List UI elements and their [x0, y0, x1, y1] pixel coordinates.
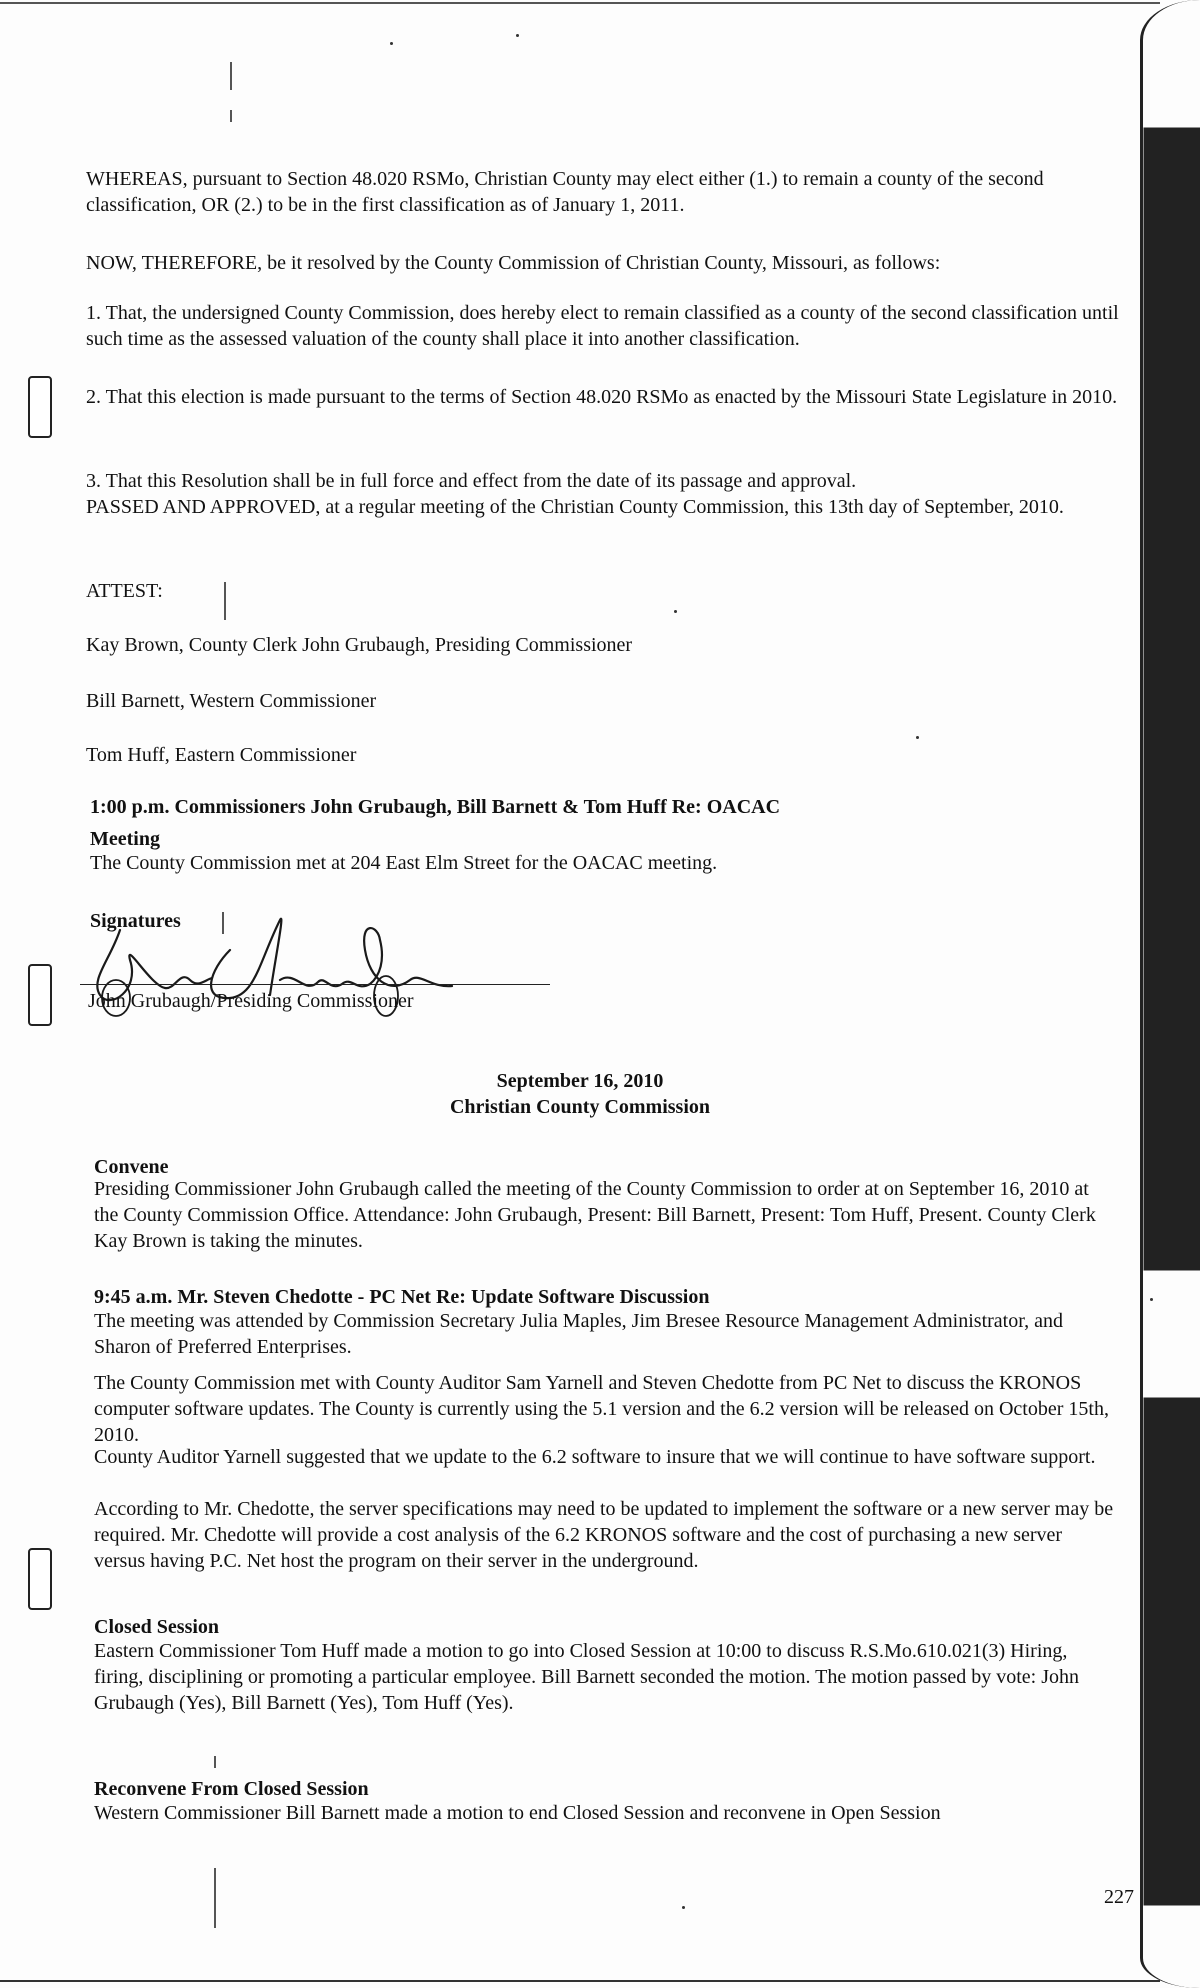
passed-and-approved: PASSED AND APPROVED, at a regular meeting of the Christian County Commission, this 13th day of September, 2010. [86, 496, 1064, 518]
software-paragraph-1: The meeting was attended by Commission Secretary Julia Maples, Jim Bresee Resource Management Administrator, and Sharon of Preferred Enterprises. [94, 1310, 1063, 1358]
signatures-heading: Signatures [90, 910, 181, 932]
reconvene-body: Western Commissioner Bill Barnett made a motion to end Closed Session and reconvene in Open Session [94, 1802, 941, 1824]
convene-body: Presiding Commissioner John Grubaugh called the meeting of the County Commission to order at on September 16, 2010 at the County Commission Office. Attendance: John Grubaugh, Present: Bill Barnett, Present: Tom Huff, Present. County Clerk Kay Brown is taking the minutes. [94, 1178, 1096, 1252]
oacac-body: The County Commission met at 204 East Elm Street for the OACAC meeting. [90, 852, 718, 874]
reconvene-heading: Reconvene From Closed Session [94, 1778, 369, 1800]
signature-line [80, 984, 550, 985]
software-heading: 9:45 a.m. Mr. Steven Chedotte - PC Net Re: Update Software Discussion [94, 1286, 710, 1308]
page-number: 227 [1104, 1886, 1134, 1908]
resolution-item-1: 1. That, the undersigned County Commission, does hereby elect to remain classified as a county of the second classification until such time as the assessed valuation of the county shall place it into another classification. [86, 302, 1119, 350]
attest-label: ATTEST: [86, 580, 163, 602]
scan-speck [390, 42, 393, 45]
oacac-heading-line-1: 1:00 p.m. Commissioners John Grubaugh, Bill Barnett & Tom Huff Re: OACAC [90, 796, 781, 818]
scan-mark [214, 1868, 216, 1928]
now-therefore-paragraph: NOW, THEREFORE, be it resolved by the County Commission of Christian County, Missouri, as follows: [86, 252, 941, 274]
meeting-body-name: Christian County Commission [449, 1096, 711, 1118]
oacac-heading-line-2: Meeting [90, 828, 160, 850]
scan-mark [214, 1756, 216, 1768]
page-edge-top [0, 2, 1160, 4]
software-paragraph-4: According to Mr. Chedotte, the server specifications may need to be updated to implement the software or a new server may be required. Mr. Chedotte will provide a cost analysis of the 6.2 KRONOS software and the cost of purchasing a new server versus having P.C. Net host the program on their server in the underground. [94, 1498, 1114, 1572]
scan-speck [1150, 1298, 1153, 1301]
convene-heading: Convene [94, 1156, 169, 1178]
resolution-item-2: 2. That this election is made pursuant to the terms of Section 48.020 RSMo as enacted by the Missouri State Legislature in 2010. [86, 386, 1118, 408]
binder-hole [28, 376, 52, 438]
signer-line-3: Tom Huff, Eastern Commissioner [86, 744, 357, 766]
software-paragraph-3: County Auditor Yarnell suggested that we update to the 6.2 software to insure that we will continue to have software support. [94, 1446, 1096, 1468]
meeting-date: September 16, 2010 [496, 1070, 664, 1092]
closed-session-heading: Closed Session [94, 1616, 220, 1638]
scan-speck [682, 1906, 685, 1909]
scan-speck [916, 736, 919, 739]
signature-caption: John Grubaugh/Presiding Commissioner [88, 990, 414, 1012]
closed-session-body: Eastern Commissioner Tom Huff made a motion to go into Closed Session at 10:00 to discuss R.S.Mo.610.021(3) Hiring, firing, disciplining or promoting a particular employee. Bill Barnett seconded the motion. The motion passed by vote: John Grubaugh (Yes), Bill Barnett (Yes), Tom Huff (Yes). [94, 1640, 1079, 1714]
binder-hole [28, 1548, 52, 1610]
scan-mark [230, 110, 232, 122]
scan-speck [516, 34, 519, 37]
signer-line-2: Bill Barnett, Western Commissioner [86, 690, 377, 712]
binder-hole [28, 964, 52, 1026]
scan-speck [674, 610, 677, 613]
page-edge-bottom [0, 1980, 1160, 1982]
resolution-item-3: 3. That this Resolution shall be in full force and effect from the date of its passage and approval. [86, 470, 857, 492]
page-edge-right [1140, 0, 1200, 1988]
software-paragraph-2: The County Commission met with County Auditor Sam Yarnell and Steven Chedotte from PC Net to discuss the KRONOS computer software updates. The County is currently using the 5.1 version and the 6.2 version will be released on October 15th, 2010. [94, 1372, 1109, 1446]
scan-mark [230, 62, 232, 90]
meeting-title [0, 1068, 1160, 1120]
whereas-paragraph: WHEREAS, pursuant to Section 48.020 RSMo, Christian County may elect either (1.) to remain a county of the second classification, OR (2.) to be in the first classification as of January 1, 2011. [86, 168, 1044, 216]
signer-line-1: Kay Brown, County Clerk John Grubaugh, Presiding Commissioner [86, 634, 633, 656]
